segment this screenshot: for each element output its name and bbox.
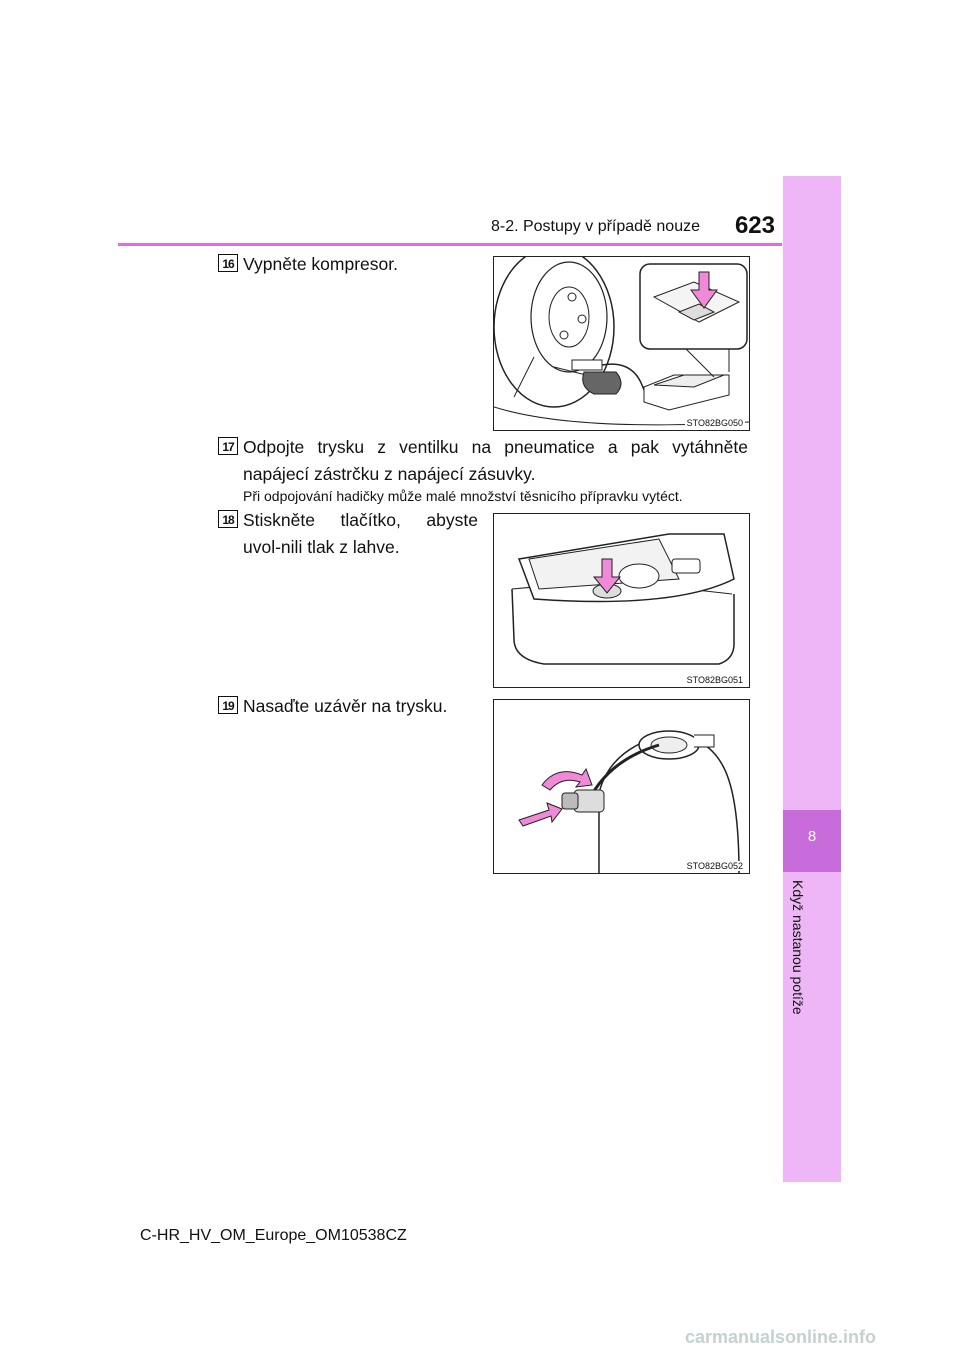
step-18-text: Stiskněte tlačítko, abyste uvol-nili tlak z lahve.: [243, 510, 478, 557]
watermark: carmanualsonline.info: [685, 1327, 877, 1347]
step-19-text: Nasaďte uzávěr na trysku.: [243, 696, 448, 716]
figure-code: STO82BG050: [686, 418, 743, 428]
step-number-16: 16: [218, 254, 238, 272]
step-17-note: Při odpojování hadičky může malé množství těsnicího přípravku vytéct.: [243, 488, 683, 504]
step-number-19: 19: [218, 696, 238, 714]
step-17-text: Odpojte trysku z ventilku na pneumatice a pak vytáhněte napájecí zástrčku z napájecí zásuvky.: [243, 437, 748, 484]
section-title: 8-2. Postupy v případě nouze: [490, 218, 700, 235]
pressure-button-illustration: [494, 514, 749, 687]
header-rule: [118, 243, 782, 246]
compressor-off-illustration: [494, 257, 749, 430]
figure-code: STO82BG051: [686, 675, 743, 685]
chapter-label: Když nastanou potíže: [790, 880, 806, 1015]
document-code: C-HR_HV_OM_Europe_OM10538CZ: [140, 1227, 407, 1244]
figure-nozzle-cap: [493, 699, 750, 874]
figure-pressure-release-button: [493, 513, 750, 688]
figure-code: STO82BG052: [686, 861, 743, 871]
side-chapter-tab: [783, 176, 841, 1182]
page-number: 623: [734, 212, 775, 239]
nozzle-cap-illustration: [494, 700, 749, 873]
chapter-number: 8: [807, 828, 817, 845]
step-number-17: 17: [218, 437, 238, 455]
step-16-text: Vypněte kompresor.: [243, 254, 398, 274]
step-number-18: 18: [218, 510, 238, 528]
figure-compressor-off: [493, 256, 750, 431]
